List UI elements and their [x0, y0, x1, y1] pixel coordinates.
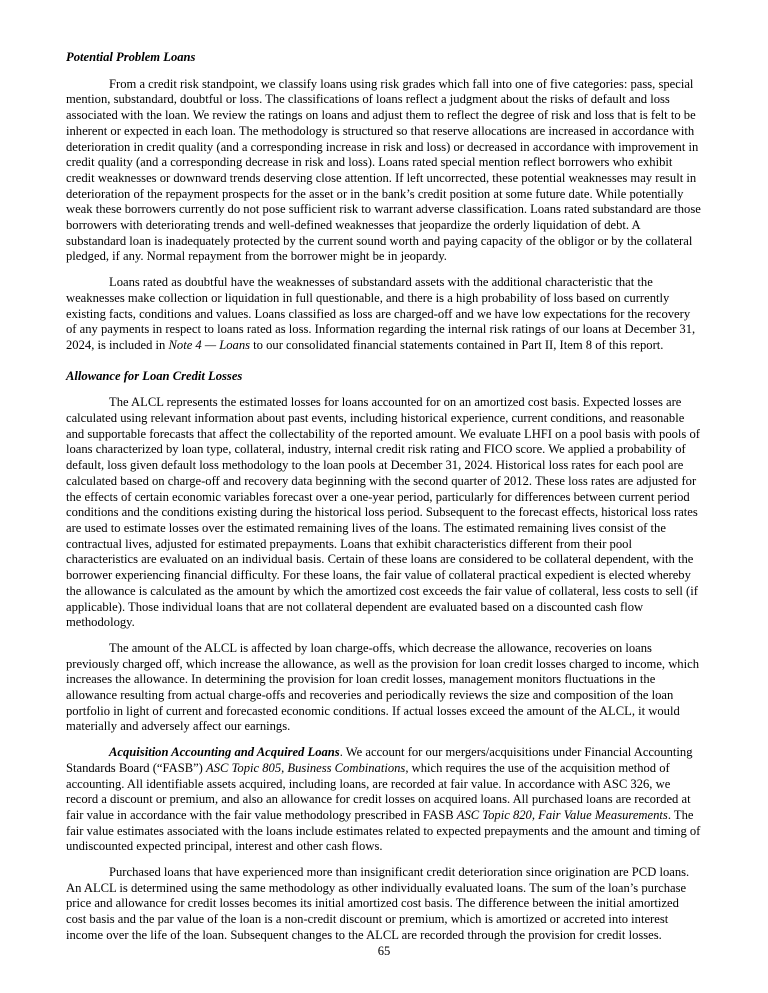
paragraph-text-segment: . The fair value estimates associated with the loans include estimates related to expected prepayments and the amount and timing of undiscounted expected principal, interest and other cash flows.	[66, 807, 701, 854]
paragraph-acquisition-accounting	[66, 745, 702, 855]
asc-topic-805-reference: ASC Topic 805, Business Combinations	[206, 760, 406, 775]
heading-potential-problem-loans: Potential Problem Loans	[66, 50, 196, 64]
paragraph-text-segment: Loans rated as doubtful have the weaknesses of substandard assets with the additional characteristic that the weaknesses make collection or liquidation in full questionable, and there is a high probability of loss based on currently existing facts, conditions and values. Loans classified as loss are charged-off and we have low expectations for the recovery of any payments in respect to loans rated as loss. Information regarding the internal risk ratings of our loans at December 31, 2024, is included in	[66, 275, 696, 352]
paragraph-pcd-loans: Purchased loans that have experienced more than insignificant credit deterioration since origination are PCD loans. An ALCL is determined using the same methodology as other individually evaluated loans. The sum of the loan’s purchase price and allowance for credit losses becomes its initial amortized cost basis. The difference between the initial amortized cost basis and the par value of the loan is a non-credit discount or premium, which is amortized or accreted into interest income over the life of the loan. Subsequent changes to the ALCL are recorded through the provision for credit losses.	[66, 865, 690, 942]
paragraph-doubtful-and-loss-loans	[66, 275, 702, 354]
page-number: 65	[377, 944, 391, 958]
asc-topic-820-reference: ASC Topic 820, Fair Value Measurements	[456, 807, 668, 822]
paragraph-alcl-methodology: The ALCL represents the estimated losses for loans accounted for on an amortized cost basis. Expected losses are calculated using relevant information about past events, including historical experience, current conditions, and reasonable and supportable forecasts that affect the collectability of the reported amount. We evaluate LHFI on a pool basis with pools of loans characterized by loan type, collateral, industry, internal credit risk rating and FICO score. We applied a probability of default, loss given default loss methodology to the loan pools at December 31, 2024. Historical loss rates for each pool are calculated based on charge-off and recovery data beginning with the second quarter of 2012. These loss rates are adjusted for the effects of certain economic variables forecast over a one-year period, particularly for differences between current period conditions and the conditions existing during the historical loss period. Subsequent to the forecast effects, historical loss rates are used to estimate losses over the estimated remaining lives of the loans. The estimated remaining lives consist of the contractual lives, adjusted for estimated prepayments. Loans that exhibit characteristics different from their pool characteristics are evaluated on an individual basis. Certain of these loans are considered to be collateral dependent, with the borrower experiencing financial difficulty. For these loans, the fair value of collateral practical expedient is elected whereby the allowance is calculated as the amount by which the amortized cost exceeds the fair value of collateral, less costs to sell (if applicable). Those individual loans that are not collateral dependent are evaluated based on a discounted cash flow methodology.	[66, 395, 700, 630]
paragraph-text-segment: to our consolidated financial statements contained in Part II, Item 8 of this report.	[250, 337, 664, 352]
paragraph-risk-grade-classification: From a credit risk standpoint, we classify loans using risk grades which fall into one of five categories: pass, special mention, substandard, doubtful or loss. The classifications of loans reflect a judgment about the risks of default and loss associated with the loan. We review the ratings on loans and adjust them to reflect the degree of risk and loss that is felt to be inherent or expected in each loan. The methodology is structured so that reserve allocations are increased in accordance with deterioration in credit quality (and a corresponding increase in risk and loss) or decreased in accordance with improvement in credit quality (and a corresponding decrease in risk and loss). Loans rated special mention reflect borrowers who exhibit credit weaknesses or downward trends deserving close attention. If left uncorrected, these potential weaknesses may result in deterioration of the repayment prospects for the asset or in the bank’s credit position at some future date. While potentially weak these borrowers currently do not pose sufficient risk to warrant adverse classification. Loans rated substandard are those borrowers with deteriorating trends and well-defined weaknesses that jeopardize the orderly liquidation of debt. A substandard loan is inadequately protected by the current sound worth and paying capacity of the obligor or by the collateral pledged, if any. Normal repayment from the borrower might be in jeopardy.	[66, 76, 701, 264]
heading-allowance-for-loan-credit-losses: Allowance for Loan Credit Losses	[66, 368, 243, 383]
paragraph-text-segment: , which requires the use of the acquisition method of accounting. All identifiable assets acquired, including loans, are recorded at fair value. In accordance with ASC 326, we record a discount or premium, and also an allowance for credit losses on acquired loans. All purchased loans are recorded at fair value in accordance with the fair value methodology prescribed in FASB	[66, 760, 691, 822]
note-4-loans-reference: Note 4 — Loans	[168, 337, 251, 352]
acquisition-accounting-run-in-heading: Acquisition Accounting and Acquired Loans	[109, 745, 340, 760]
paragraph-text-segment: . We account for our mergers/acquisitions under Financial Accounting Standards Board (“FASB”)	[66, 745, 693, 775]
paragraph-alcl-factors: The amount of the ALCL is affected by loan charge-offs, which decrease the allowance, recoveries on loans previously charged off, which increase the allowance, as well as the provision for loan credit losses charged to income, which increases the allowance. In determining the provision for loan credit losses, management monitors fluctuations in the allowance resulting from actual charge-offs and recoveries and periodically reviews the size and composition of the loan portfolio in light of current and forecasted economic conditions. If actual losses exceed the amount of the ALCL, it would materially and adversely affect our earnings.	[66, 640, 699, 734]
